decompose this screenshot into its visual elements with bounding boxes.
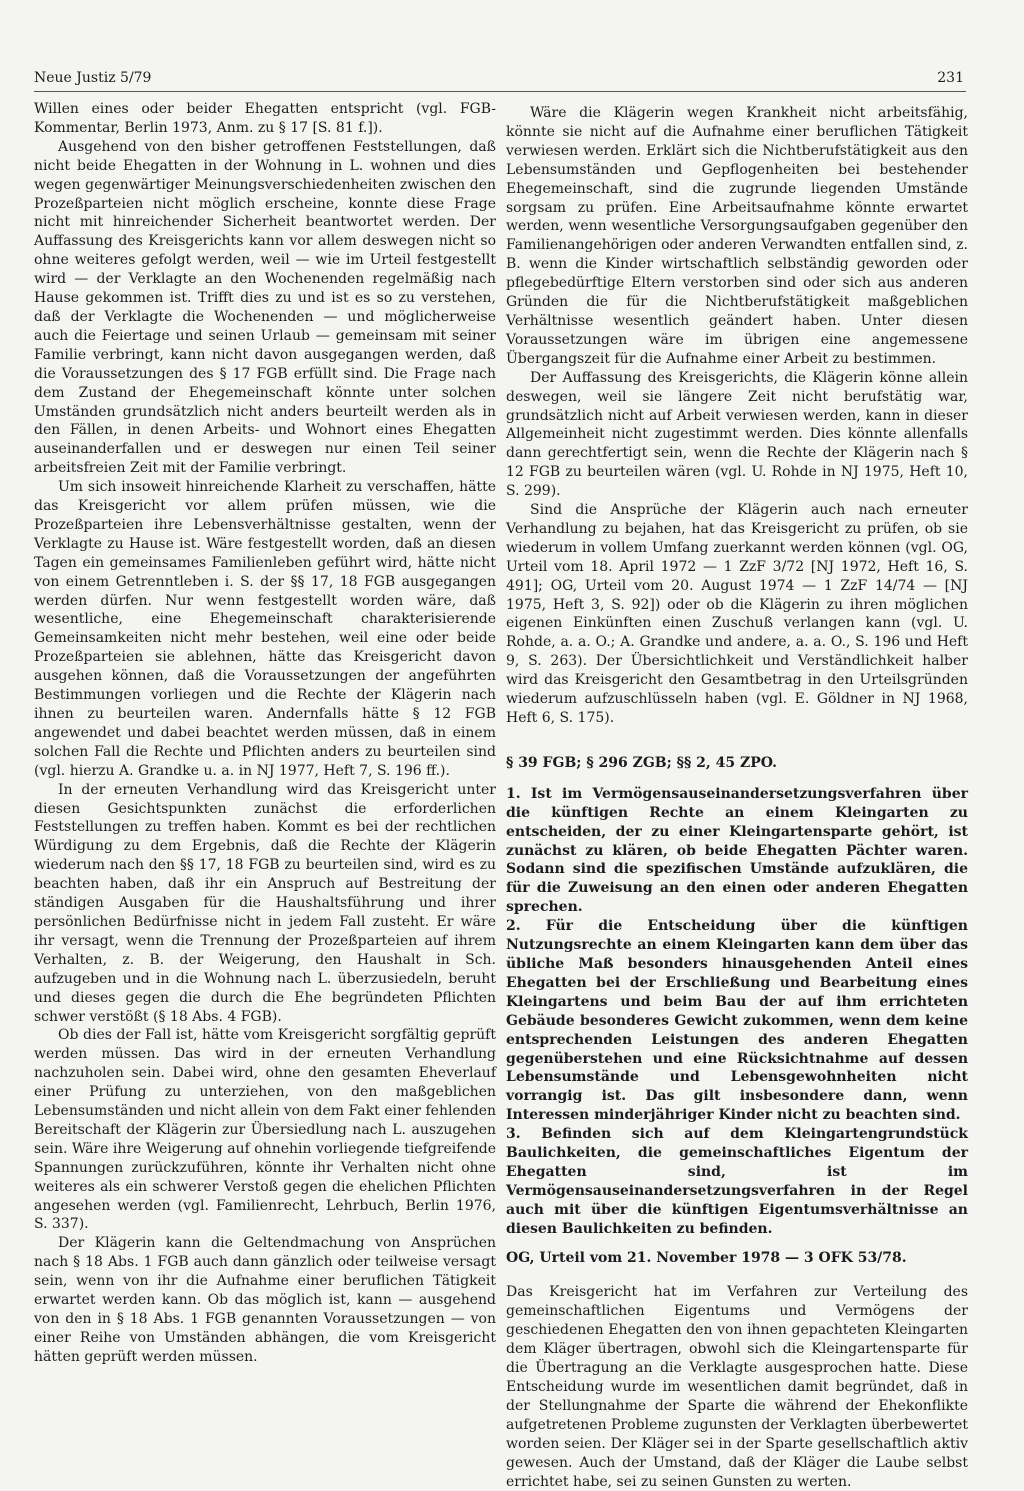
left-column [34, 100, 496, 1367]
paragraph: Der Klägerin kann die Geltendmachung von Ansprüchen nach § 18 Abs. 1 FGB auch dann gänzlich oder teilweise versagt sein, wenn von ihr die Aufnahme einer beruflichen Tätigkeit erwartet werden kann. Ob das möglich ist, kann — ausgehend von den in § 18 Abs. 1 FGB genannten Voraussetzungen — von einer Reihe von Umständen abhängen, die vom Kreisgericht hätten geprüft werden müssen. [34, 1235, 496, 1365]
paragraph: Wäre die Klägerin wegen Krankheit nicht arbeitsfähig, könnte sie nicht auf die Aufnahme einer beruflichen Tätigkeit verwiesen werden. Erklärt sich die Nichtberufstätigkeit aus den Lebensumständen und Gepflogenheiten bei bestehender Ehegemeinschaft, sind die zugrunde liegenden Umstände sorgsam zu prüfen. Eine Arbeitsaufnahme könnte erwartet werden, wenn wesentliche Versorgungsaufgaben gegenüber den Familienangehörigen oder anderen Verwandten entfallen sind, z. B. wenn die Kinder wirtschaftlich selbständig geworden oder pflegebedürftige Eltern verstorben sind oder sich aus anderen Gründen die für die Nichtberufstätigkeit maßgeblichen Verhältnisse wesentlich geändert haben. Unter diesen Voraussetzungen wäre im übrigen eine angemessene Übergangszeit für die Aufnahme einer Arbeit zu bestimmen. [506, 105, 968, 367]
paragraph: In der erneuten Verhandlung wird das Kreisgericht unter diesen Gesichtspunkten zunächst die erforderlichen Feststellungen zu treffen haben. Kommt es bei der rechtlichen Würdigung zu dem Ergebnis, daß die Rechte der Klägerin wiederum nach den §§ 17, 18 FGB zu beurteilen sind, wird es zu beachten haben, daß ihr ein Anspruch auf Bestreitung der ständigen Ausgaben für die Haushaltsführung und ihrer persönlichen Bedürfnisse nicht in jedem Fall zusteht. Er wäre ihr versagt, wenn die Trennung der Prozeßparteien auf ihrem Verhalten, z. B. der Weigerung, den Haushalt in Sch. aufzugeben und in die Wohnung nach L. überzusiedeln, beruht und dieses gegen die durch die Ehe begründeten Pflichten schwer verstößt (§ 18 Abs. 4 FGB). [34, 781, 496, 1025]
statute-heading: § 39 FGB; § 296 ZGB; §§ 2, 45 ZPO. [506, 754, 778, 771]
paragraph: Willen eines oder beider Ehegatten entspricht (vgl. FGB-Kommentar, Berlin 1973, Anm. zu § 17 [S. 81 f.]). [34, 101, 496, 136]
page-header [34, 70, 964, 92]
headnote: 2. Für die Entscheidung über die künftigen Nutzungsrechte an einem Kleingarten kann dem über das übliche Maß besonders hinausgehenden Anteil eines Ehegatten bei der Erschließung und Bearbeitung eines Kleingartens und beim Bau der auf ihm errichteten Gebäude besonderes Gewicht zukommen, wenn dem keine entsprechenden Leistungen des anderen Ehegatten gegenüberstehen und eine Rücksichtnahme auf dessen Lebensumstände und Lebensgewohnheiten nicht vorrangig ist. Das gilt insbesondere dann, wenn Interessen minderjähriger Kinder nicht zu beachten sind. [506, 918, 968, 1124]
headnote: 3. Befinden sich auf dem Kleingartengrundstück Baulichkeiten, die gemeinschaftliches Eigentum der Ehegatten sind, ist im Vermögensauseinandersetzungsverfahren in der Regel auch mit über die künftigen Eigentumsverhältnisse an diesen Baulichkeiten zu befinden. [506, 1126, 968, 1237]
journal-title: Neue Justiz 5/79 [34, 70, 152, 86]
paragraph: Der Auffassung des Kreisgerichts, die Klägerin könne allein deswegen, weil sie längere Zeit nicht berufstätig war, grundsätzlich nicht auf Arbeit verwiesen werden, kann in dieser Allgemeinheit nicht zugestimmt werden. Dies könnte allenfalls dann gerechtfertigt sein, wenn die Rechte der Klägerin nach § 12 FGB zu beurteilen wären (vgl. U. Rohde in NJ 1975, Heft 10, S. 299). [506, 369, 968, 500]
paragraph: Das Kreisgericht hat im Verfahren zur Verteilung des gemeinschaftlichen Eigentums und Vermögens der geschiedenen Ehegatten den von ihnen gepachteten Kleingarten dem Kläger übertragen, obwohl sich die Kleingartensparte für die Übertragung an die Verklagte ausgesprochen hatte. Diese Entscheidung wurde im wesentlichen damit begründet, daß in der Stellungnahme der Sparte die während der Ehekonflikte aufgetretenen Probleme zugunsten der Verklagten überbewertet worden seien. Der Kläger sei in der Sparte gesellschaftlich aktiv gewesen. Auch der Umstand, daß der Kläger die Laube selbst errichtet habe, sei zu seinen Gunsten zu werten. [506, 1284, 968, 1490]
paragraph: Sind die Ansprüche der Klägerin auch nach erneuter Verhandlung zu bejahen, hat das Kreisgericht zu prüfen, ob sie wiederum in vollem Umfang zuerkannt werden können (vgl. OG, Urteil vom 18. April 1972 — 1 ZzF 3/72 [NJ 1972, Heft 16, S. 491]; OG, Urteil vom 20. August 1974 — 1 ZzF 14/74 — [NJ 1975, Heft 3, S. 92]) oder ob die Klägerin zu ihren möglichen eigenen Einkünften einen Zuschuß verlangen kann (vgl. U. Rohde, a. a. O.; A. Grandke und andere, a. a. O., S. 196 und Heft 9, S. 263). Der Übersichtlichkeit und Verständlichkeit halber wird das Kreisgericht den Gesamtbetrag in den Urteilsgründen wiederum aufzuschlüsseln haben (vgl. E. Göldner in NJ 1968, Heft 6, S. 175). [506, 502, 968, 726]
right-column [506, 104, 968, 1491]
paragraph: Um sich insoweit hinreichende Klarheit zu verschaffen, hätte das Kreisgericht vor allem prüfen müssen, wie die Prozeßparteien ihre Lebensverhältnisse gestalten, wenn der Verklagte zu Hause ist. Wäre festgestellt worden, daß an diesen Tagen ein gemeinsames Familienleben geführt wird, hätte nicht von einem Getrenntleben i. S. der §§ 17, 18 FGB ausgegangen werden dürfen. Nur wenn festgestellt worden wäre, daß wesentliche, eine Ehegemeinschaft charakterisierende Gemeinsamkeiten nicht mehr bestehen, weil eine oder beide Prozeßparteien sie ablehnen, hätte das Kreisgericht davon ausgehen können, daß die Voraussetzungen der angeführten Bestimmungen vorliegen und die Rechte der Klägerin nach ihnen zu beurteilen waren. Andernfalls hätte § 12 FGB angewendet und dabei beachtet werden müssen, daß in einem solchen Fall die Rechte und Pflichten anders zu beurteilen sind (vgl. hierzu A. Grandke u. a. in NJ 1977, Heft 7, S. 196 ff.). [34, 479, 496, 779]
page-number: 231 [937, 70, 964, 86]
headnote: 1. Ist im Vermögensauseinandersetzungsverfahren über die künftigen Rechte an einem Kleingarten zu entscheiden, der zu einer Kleingartensparte gehört, ist zunächst zu klären, ob beide Ehegatten Pächter waren. Sodann sind die spezifischen Umstände aufzuklären, die für die Zuweisung an den einen oder anderen Ehegatten sprechen. [506, 785, 968, 916]
verdict-reference: OG, Urteil vom 21. November 1978 — 3 OFK 53/78. [506, 1249, 907, 1266]
header-rule [34, 91, 966, 92]
paragraph: Ob dies der Fall ist, hätte vom Kreisgericht sorgfältig geprüft werden müssen. Das wird in der erneuten Verhandlung nachzuholen sein. Dabei wird, ohne den gesamten Eheverlauf einer Prüfung zu unterziehen, von den maßgeblichen Lebensumständen und nicht allein von dem Fakt einer fehlenden Bereitschaft der Klägerin zur Übersiedlung nach L. auszugehen sein. Wäre ihre Weigerung auf ohnehin vorliegende tiefgreifende Spannungen zurückzuführen, könnte ihr Verhalten nicht ohne weiteres als ein schwerer Verstoß gegen die ehelichen Pflichten angesehen werden (vgl. Familienrecht, Lehrbuch, Berlin 1976, S. 337). [34, 1027, 496, 1233]
paragraph: Ausgehend von den bisher getroffenen Feststellungen, daß nicht beide Ehegatten in der Wohnung in L. wohnen und dies wegen gegenwärtiger Meinungsverschiedenheiten zwischen den Prozeßparteien nicht möglich erscheine, konnte diese Frage nicht mit hinreichender Sicherheit beantwortet werden. Der Auffassung des Kreisgerichts kann vor allem deswegen nicht so ohne weiteres gefolgt werden, weil — wie im Urteil festgestellt wird — der Verklagte an den Wochenenden regelmäßig nach Hause gekommen ist. Trifft dies zu und ist es so zu verstehen, daß der Verklagte die Wochenenden — und möglicherweise auch die Feiertage und seinen Urlaub — gemeinsam mit seiner Familie verbringt, kann nicht davon ausgegangen werden, daß die Voraussetzungen des § 17 FGB erfüllt sind. Die Frage nach dem Zustand der Ehegemeinschaft könnte unter solchen Umständen grundsätzlich nicht anders beurteilt werden als in den Fällen, in denen Arbeits- und Wohnort eines Ehegatten auseinanderfallen und er deswegen nur einen Teil seiner arbeitsfreien Zeit mit der Familie verbringt. [34, 138, 496, 477]
